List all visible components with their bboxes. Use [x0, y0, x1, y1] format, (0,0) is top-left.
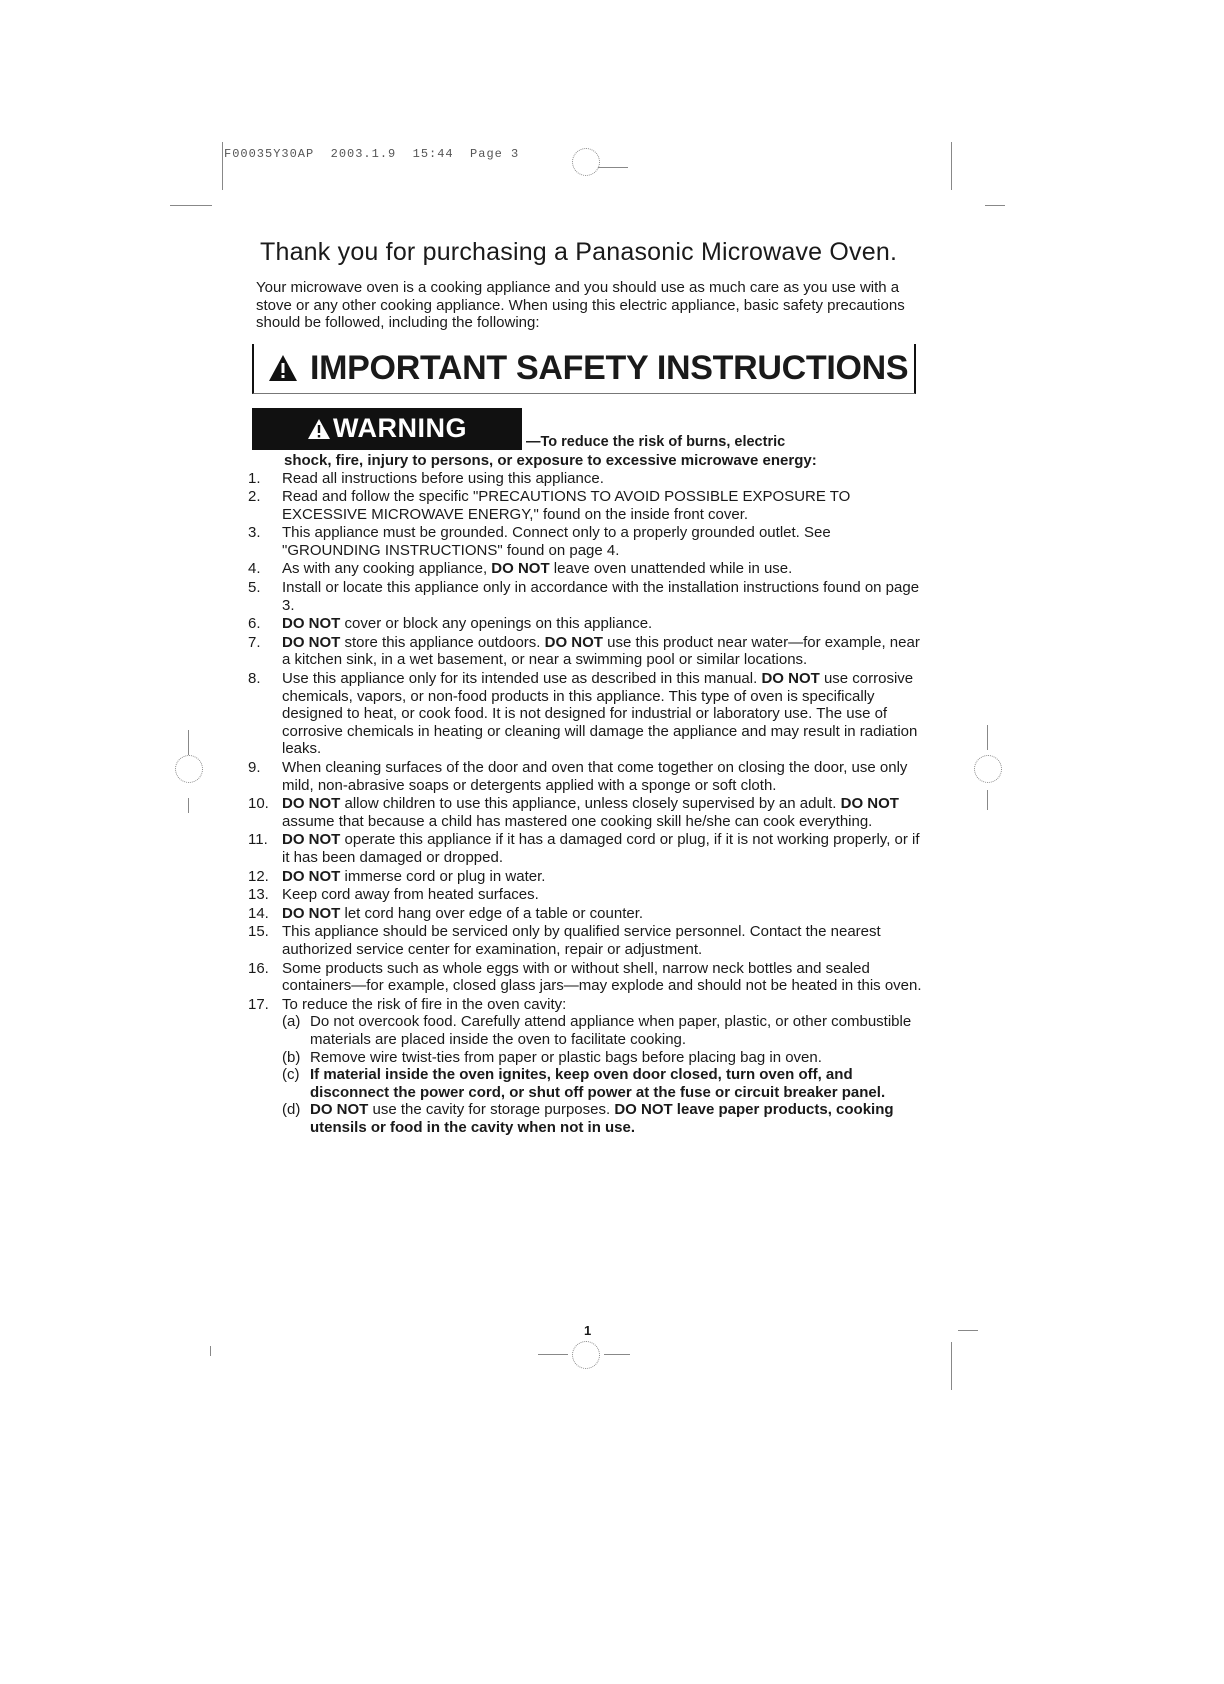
list-item	[248, 488, 928, 523]
item-emphasis: DO NOT	[282, 831, 341, 849]
item-emphasis: DO NOT	[282, 615, 341, 633]
safety-heading-banner	[252, 344, 916, 394]
item-text: leave oven unattended while in use.	[549, 560, 793, 578]
warning-row	[252, 408, 928, 450]
item-text: let cord hang over edge of a table or counter.	[340, 904, 644, 922]
list-item	[248, 579, 928, 614]
item-number: 17.	[248, 995, 269, 1013]
crop-mark	[188, 798, 189, 813]
item-text: When cleaning surfaces of the door and oven that come together on closing the door, use only mild, non-abrasive soaps or detergents applied with a sponge or soft cloth.	[282, 759, 908, 794]
sub-item-emphasis: DO NOT	[310, 1101, 369, 1119]
list-item	[248, 886, 928, 904]
item-number: 4.	[248, 560, 261, 578]
sub-item-emphasis: If material inside the oven ignites, keep oven door closed, turn oven off, and disconnect the power cord, or shut off power at the fuse or circuit breaker panel.	[310, 1066, 886, 1101]
safety-instructions-list	[248, 470, 928, 1137]
crop-mark	[210, 1346, 211, 1356]
sub-item-text: use the cavity for storage purposes.	[368, 1101, 615, 1119]
crop-mark	[951, 1342, 952, 1390]
item-number: 11.	[248, 831, 268, 849]
item-text: Read and follow the specific "PRECAUTIONS TO AVOID POSSIBLE EXPOSURE TO EXCESSIVE MICROWAVE ENERGY," found on the inside front cover.	[282, 488, 851, 523]
sub-item-text: Do not overcook food. Carefully attend appliance when paper, plastic, or other combustible materials are placed inside the oven to facilitate cooking.	[310, 1013, 912, 1048]
registration-mark	[598, 167, 628, 168]
list-item	[248, 905, 928, 923]
sub-list-item	[282, 1013, 928, 1048]
item-text: Install or locate this appliance only in accordance with the installation instructions found on page 3.	[282, 579, 920, 614]
safety-heading: IMPORTANT SAFETY INSTRUCTIONS	[310, 348, 909, 387]
sub-item-emphasis: DO NOT leave paper products, cooking utensils or food in the cavity when not in use.	[310, 1101, 894, 1136]
crop-mark	[170, 205, 212, 206]
crop-mark	[222, 142, 223, 190]
crop-mark	[985, 205, 1005, 206]
item-number: 16.	[248, 959, 269, 977]
item-text: This appliance should be serviced only by qualified service personnel. Contact the nearest authorized service center for examination, repair or adjustment.	[282, 923, 881, 958]
registration-mark	[572, 148, 600, 176]
registration-mark	[604, 1354, 630, 1355]
item-number: 15.	[248, 923, 269, 941]
sub-list-item	[282, 1101, 928, 1136]
list-item	[248, 996, 928, 1137]
item-emphasis: DO NOT	[491, 560, 550, 578]
registration-mark	[974, 755, 1002, 783]
crop-mark	[958, 1330, 978, 1331]
item-number: 14.	[248, 904, 269, 922]
item-number: 3.	[248, 524, 261, 542]
registration-mark	[175, 755, 203, 783]
item-text: use corrosive chemicals, vapors, or non-food products in this appliance. This type of oven is specifically designed to heat, or cook food. It is not designed for industrial or laboratory use. The use of corrosive chemicals in heating or cleaning will damage the appliance and may result in radiation leaks.	[282, 670, 918, 758]
registration-mark	[538, 1354, 568, 1355]
crop-mark	[188, 730, 189, 755]
sub-item-text: Remove wire twist-ties from paper or plastic bags before placing bag in oven.	[310, 1048, 822, 1066]
crop-mark	[951, 142, 952, 190]
item-emphasis: DO NOT	[282, 867, 341, 885]
sub-item-letter: (a)	[282, 1013, 301, 1031]
warning-triangle-icon	[268, 353, 298, 383]
item-text: Keep cord away from heated surfaces.	[282, 886, 539, 904]
list-item	[248, 634, 928, 669]
item-number: 8.	[248, 670, 261, 688]
intro-paragraph: Your microwave oven is a cooking appliance and you should use as much care as you use with a stove or any other cooking appliance. When using this electric appliance, basic safety precautions should be followed, including the following:	[256, 279, 905, 331]
item-text: immerse cord or plug in water.	[340, 867, 546, 885]
sub-list-item	[282, 1049, 928, 1067]
registration-mark	[572, 1341, 600, 1369]
print-slug: F00035Y30AP 2003.1.9 15:44 Page 3	[224, 147, 520, 161]
item-number: 12.	[248, 867, 269, 885]
list-item	[248, 524, 928, 559]
item-number: 1.	[248, 469, 261, 487]
item-text: assume that because a child has mastered one cooking skill he/she can cook everything.	[282, 812, 873, 830]
page-number: 1	[584, 1323, 592, 1338]
list-item	[248, 795, 928, 830]
item-number: 9.	[248, 759, 261, 776]
sub-item-letter: (c)	[282, 1066, 300, 1084]
warning-lead: —To reduce the risk of burns, electric	[526, 433, 786, 450]
manual-page	[248, 238, 928, 1136]
item-number: 5.	[248, 579, 261, 597]
item-text: Read all instructions before using this appliance.	[282, 469, 604, 487]
list-item	[248, 670, 928, 758]
item-text: This appliance must be grounded. Connect only to a properly grounded outlet. See "GROUNDING INSTRUCTIONS" found on page 4.	[282, 524, 831, 559]
sub-item-letter: (d)	[282, 1101, 301, 1119]
item-emphasis: DO NOT	[761, 670, 820, 688]
list-item	[248, 470, 928, 488]
item-emphasis: DO NOT	[282, 904, 341, 922]
warning-badge	[252, 408, 522, 450]
item-text: operate this appliance if it has a damaged cord or plug, if it is not working properly, or if it has been damaged or dropped.	[282, 831, 920, 866]
item-number: 13.	[248, 886, 269, 904]
item-number: 7.	[248, 633, 261, 651]
item-text: To reduce the risk of fire in the oven cavity:	[282, 995, 567, 1013]
list-item	[248, 868, 928, 886]
sub-list	[282, 1013, 928, 1136]
list-item	[248, 759, 928, 794]
crop-mark	[987, 790, 988, 810]
item-text: Some products such as whole eggs with or without shell, narrow neck bottles and sealed containers—for example, closed glass jars—may explode and should not be heated in this oven.	[282, 959, 922, 995]
sub-list-item	[282, 1066, 928, 1101]
item-text: store this appliance outdoors.	[340, 633, 545, 651]
item-emphasis: DO NOT	[282, 795, 341, 813]
list-item	[248, 831, 928, 866]
item-number: 2.	[248, 488, 261, 506]
item-number: 10.	[248, 795, 269, 813]
list-item	[248, 560, 928, 578]
list-item	[248, 615, 928, 633]
warning-label: WARNING	[333, 413, 467, 443]
item-text: use this product near water—for example, near a kitchen sink, in a wet basement, or near a swimming pool or similar locations.	[282, 633, 920, 669]
warning-lead-continued: shock, fire, injury to persons, or exposure to excessive microwave energy:	[284, 451, 817, 469]
list-item	[248, 923, 928, 958]
item-text: cover or block any openings on this appliance.	[340, 615, 653, 633]
warning-triangle-icon	[307, 418, 331, 440]
item-emphasis: DO NOT	[544, 633, 603, 651]
item-text: Use this appliance only for its intended use as described in this manual.	[282, 670, 762, 688]
page-title: Thank you for purchasing a Panasonic Microwave Oven.	[260, 238, 898, 266]
crop-mark	[987, 725, 988, 750]
item-emphasis: DO NOT	[840, 795, 899, 813]
item-text: As with any cooking appliance,	[282, 560, 492, 578]
item-text: allow children to use this appliance, unless closely supervised by an adult.	[340, 795, 841, 813]
item-number: 6.	[248, 615, 261, 633]
item-emphasis: DO NOT	[282, 633, 341, 651]
sub-item-letter: (b)	[282, 1048, 301, 1066]
list-item	[248, 960, 928, 995]
